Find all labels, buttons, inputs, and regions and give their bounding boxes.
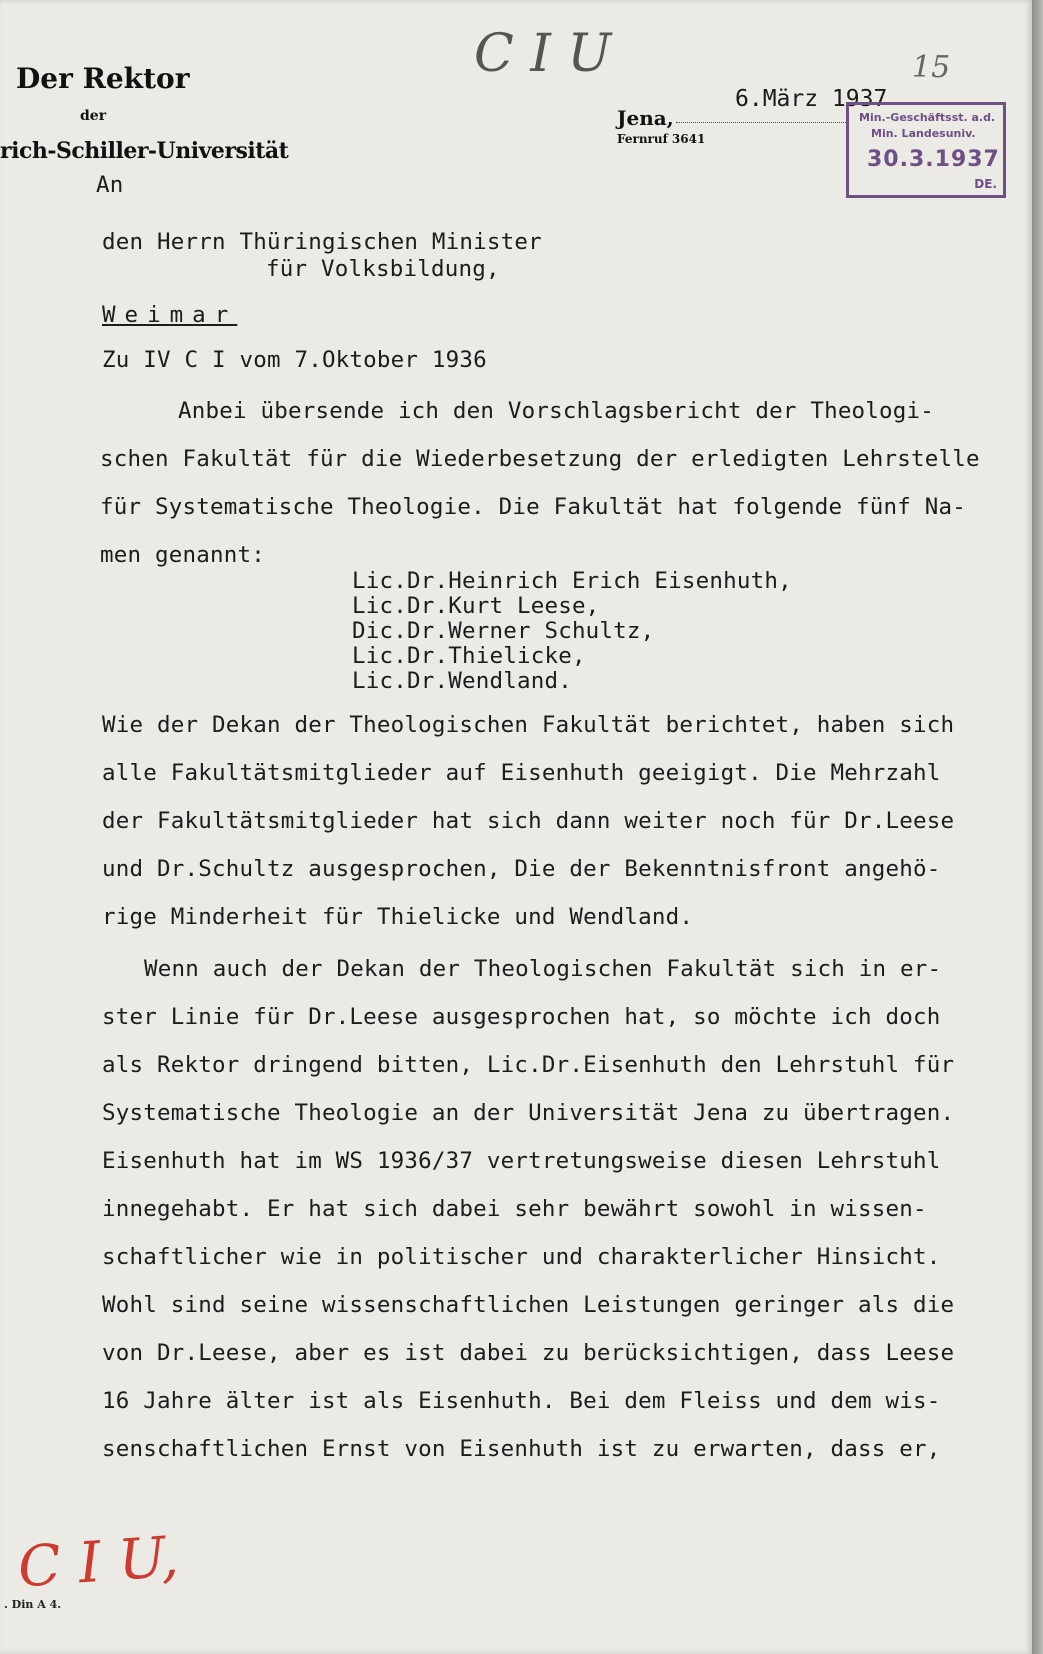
stamp-line-1: Min.-Geschäftsst. a.d.: [859, 111, 996, 124]
page-edge-shadow: [1032, 0, 1043, 1654]
body-line: schaftlicher wie in politischer und charakterlicher Hinsicht.: [102, 1244, 941, 1270]
reference-line: Zu IV C I vom 7.Oktober 1936: [102, 347, 487, 373]
pencil-annotation: C I U: [474, 24, 612, 84]
place-city: Jena,: [617, 106, 674, 130]
body-line: men genannt:: [100, 542, 265, 568]
candidate-name: Lic.Dr.Thielicke,: [352, 643, 586, 669]
candidate-name: Dic.Dr.Werner Schultz,: [352, 618, 655, 644]
page-number-annotation: 15: [912, 50, 951, 85]
body-line: Anbei übersende ich den Vorschlagsbericht der Theologi-: [178, 398, 935, 424]
receipt-stamp: [846, 102, 1006, 198]
recipient-line-2: für Volksbildung,: [266, 256, 500, 282]
body-line: von Dr.Leese, aber es ist dabei zu berücksichtigen, dass Leese: [102, 1340, 955, 1366]
body-line: und Dr.Schultz ausgesprochen, Die der Bekenntnisfront angehö-: [102, 856, 941, 882]
stamp-date: 30.3.1937: [867, 147, 1000, 172]
date-dotted-line: [676, 122, 846, 123]
body-line: Systematische Theologie an der Universität Jena zu übertragen.: [102, 1100, 955, 1126]
recipient-city: Weimar: [102, 302, 238, 328]
red-pencil-annotation: C I U,: [15, 1524, 181, 1601]
salutation-an: An: [96, 172, 124, 198]
candidate-name: Lic.Dr.Wendland.: [352, 668, 572, 694]
body-line: Wie der Dekan der Theologischen Fakultät berichtet, haben sich: [102, 712, 955, 738]
body-line: rige Minderheit für Thielicke und Wendland.: [102, 904, 694, 930]
letterhead-title: Der Rektor: [16, 62, 190, 95]
paper-format-note: . Din A 4.: [4, 1598, 62, 1611]
body-line: alle Fakultätsmitglieder auf Eisenhuth geeigigt. Die Mehrzahl: [102, 760, 941, 786]
phone-number: Fernruf 3641: [617, 132, 706, 146]
body-line: senschaftlichen Ernst von Eisenhuth ist zu erwarten, dass er,: [102, 1436, 941, 1462]
candidate-name: Lic.Dr.Kurt Leese,: [352, 593, 600, 619]
letterhead-university: rich-Schiller-Universität: [0, 138, 289, 164]
body-line: schen Fakultät für die Wiederbesetzung der erledigten Lehrstelle: [100, 446, 980, 472]
letter-date: 6.März 1937: [735, 86, 888, 112]
candidate-name: Lic.Dr.Heinrich Erich Eisenhuth,: [352, 568, 792, 594]
body-line: der Fakultätsmitglieder hat sich dann weiter noch für Dr.Leese: [102, 808, 955, 834]
body-line: als Rektor dringend bitten, Lic.Dr.Eisenhuth den Lehrstuhl für: [102, 1052, 955, 1078]
body-line: innegehabt. Er hat sich dabei sehr bewährt sowohl in wissen-: [102, 1196, 927, 1222]
body-line: Wenn auch der Dekan der Theologischen Fakultät sich in er-: [144, 956, 942, 982]
body-line: 16 Jahre älter ist als Eisenhuth. Bei dem Fleiss und dem wis-: [102, 1388, 941, 1414]
letterhead-der: der: [80, 108, 107, 124]
stamp-line-2: Min. Landesuniv.: [871, 127, 976, 140]
body-line: ster Linie für Dr.Leese ausgesprochen hat, so möchte ich doch: [102, 1004, 941, 1030]
body-line: für Systematische Theologie. Die Fakultät hat folgende fünf Na-: [100, 494, 967, 520]
stamp-tag: DE.: [974, 177, 997, 191]
body-line: Eisenhuth hat im WS 1936/37 vertretungsweise diesen Lehrstuhl: [102, 1148, 941, 1174]
body-line: Wohl sind seine wissenschaftlichen Leistungen geringer als die: [102, 1292, 955, 1318]
recipient-line-1: den Herrn Thüringischen Minister: [102, 229, 542, 255]
